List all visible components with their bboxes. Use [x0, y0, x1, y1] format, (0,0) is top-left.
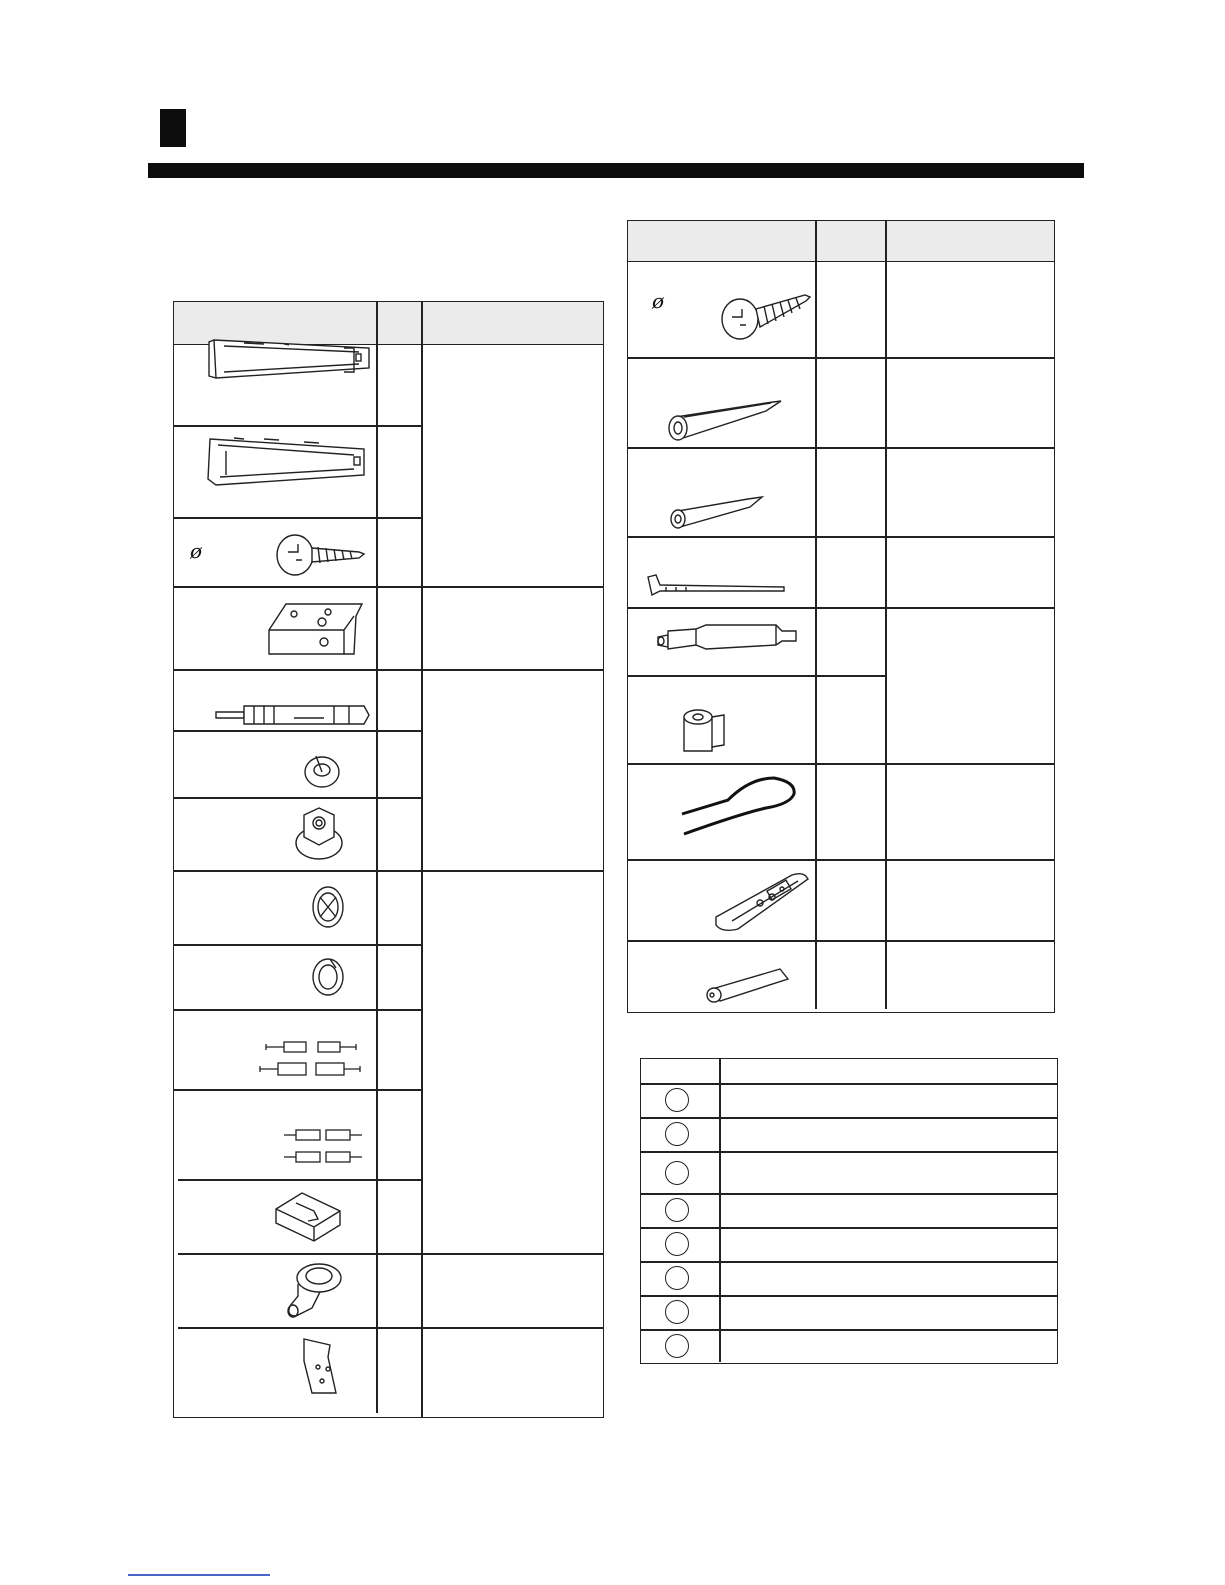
row-divider	[628, 357, 1055, 359]
diameter-symbol: ø	[652, 289, 665, 313]
row-divider	[174, 797, 423, 799]
legend-marker-icon	[665, 1122, 689, 1146]
insulation-tube-icon	[666, 387, 786, 443]
row-divider	[178, 1253, 604, 1255]
section-marker	[160, 109, 186, 147]
accessory-table-right	[627, 220, 1055, 1013]
row-divider	[174, 425, 423, 427]
panel-rail-icon	[204, 332, 374, 382]
legend-marker-icon	[665, 1300, 689, 1324]
row-divider	[174, 1009, 423, 1011]
row-divider	[641, 1117, 1057, 1119]
battery-icon	[702, 965, 792, 1005]
row-divider	[628, 607, 1055, 609]
anchor-bolt-icon	[214, 700, 374, 730]
wire-loop-icon	[680, 774, 800, 840]
legend-marker-icon	[665, 1088, 689, 1112]
col-divider	[421, 302, 423, 1417]
flange-nut-icon	[294, 805, 344, 861]
tape-roll-icon	[680, 707, 730, 757]
row-divider	[174, 669, 604, 671]
row-divider	[641, 1193, 1057, 1195]
spring-washer-icon	[302, 752, 342, 792]
mount-plate-icon	[302, 1337, 342, 1397]
connector-pair-icon	[256, 1039, 366, 1079]
panel-rail-icon	[204, 429, 374, 489]
footer-link[interactable]	[128, 1574, 270, 1576]
legend-marker-icon	[665, 1161, 689, 1185]
col-divider	[719, 1059, 721, 1362]
row-divider	[174, 870, 604, 872]
screw-icon	[274, 530, 366, 580]
row-divider	[628, 536, 1055, 538]
row-divider	[628, 447, 1055, 449]
legend-marker-icon	[665, 1198, 689, 1222]
row-divider	[628, 940, 1055, 942]
row-divider	[174, 944, 423, 946]
row-divider	[178, 1179, 423, 1181]
cable-clamp-icon	[274, 1189, 344, 1243]
diameter-symbol: ø	[190, 539, 203, 563]
row-divider	[641, 1227, 1057, 1229]
row-divider	[641, 1261, 1057, 1263]
row-divider	[174, 1089, 423, 1091]
remote-control-icon	[712, 867, 812, 937]
legend-marker-icon	[665, 1266, 689, 1290]
accessory-table-left	[173, 301, 604, 1418]
row-divider	[641, 1083, 1057, 1085]
row-divider	[174, 730, 423, 732]
row-divider	[641, 1151, 1057, 1153]
drain-pipe-icon	[656, 621, 796, 661]
legend-marker-icon	[665, 1334, 689, 1358]
col-divider	[376, 302, 378, 1413]
row-divider	[174, 517, 423, 519]
row-divider	[641, 1329, 1057, 1331]
cable-tie-icon	[646, 573, 786, 599]
col-divider	[815, 221, 817, 1009]
insulation-tube-icon	[668, 489, 768, 531]
row-divider	[628, 859, 1055, 861]
bracket-block-icon	[264, 600, 364, 660]
split-ring-icon	[310, 954, 346, 1000]
drain-elbow-icon	[284, 1260, 344, 1322]
screw-icon	[720, 289, 812, 341]
table-header	[628, 221, 1054, 262]
legend-table	[640, 1058, 1058, 1364]
row-divider	[628, 763, 1055, 765]
col-divider	[885, 221, 887, 1009]
legend-marker-icon	[665, 1232, 689, 1256]
row-divider	[174, 586, 604, 588]
row-divider	[641, 1295, 1057, 1297]
row-divider	[628, 675, 887, 677]
seal-ring-icon	[310, 884, 346, 930]
section-rule	[148, 163, 1084, 178]
connector-pair-icon	[282, 1127, 366, 1167]
row-divider	[178, 1327, 604, 1329]
